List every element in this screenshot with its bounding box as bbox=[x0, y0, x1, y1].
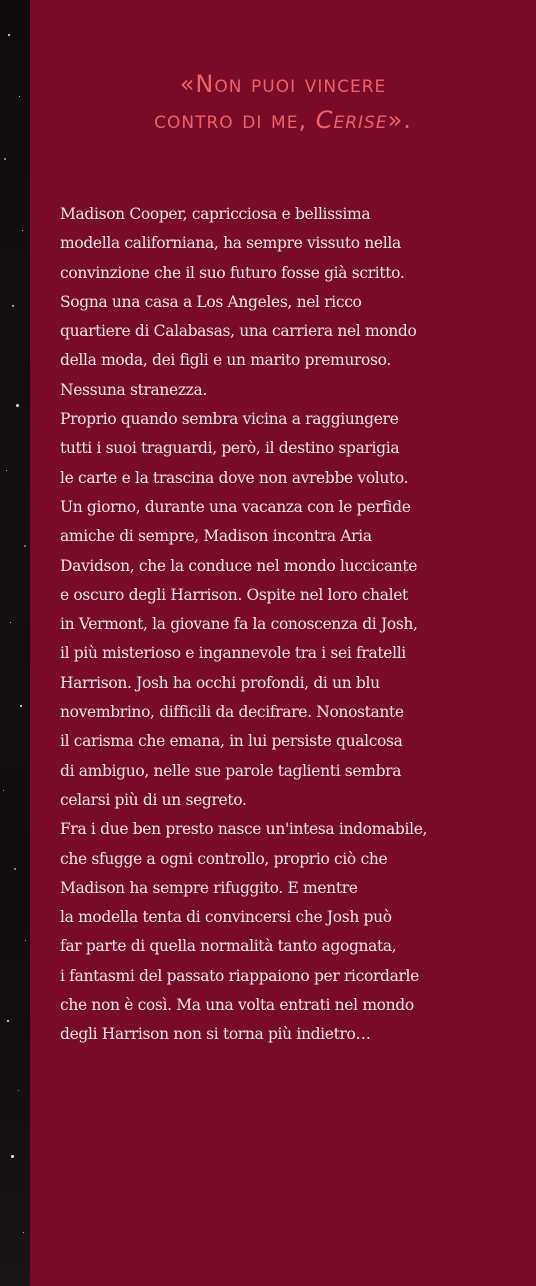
blurb-line: Un giorno, durante una vacanza con le perfide bbox=[60, 497, 411, 516]
star bbox=[6, 470, 7, 471]
blurb-line: novembrino, difficili da decifrare. Nonostante bbox=[60, 703, 404, 722]
blurb-line: i fantasmi del passato riappaiono per ricordarle bbox=[60, 966, 419, 985]
star bbox=[19, 96, 20, 97]
blurb-line: la modella tenta di convincersi che Josh può bbox=[60, 908, 392, 927]
blurb-line: il carisma che emana, in lui persiste qualcosa bbox=[60, 732, 403, 751]
blurb-line: Madison Cooper, capricciosa e bellissima bbox=[60, 205, 371, 223]
blurb-line: Fra i due ben presto nasce un'intesa indomabile, bbox=[60, 820, 428, 839]
blurb-line: e oscuro degli Harrison. Ospite nel loro chalet bbox=[60, 585, 408, 604]
star bbox=[12, 305, 14, 307]
star bbox=[7, 1020, 9, 1022]
star bbox=[24, 545, 26, 547]
blurb-text bbox=[60, 200, 512, 1050]
blurb-line: che non è così. Ma una volta entrati nel mondo bbox=[60, 996, 414, 1015]
blurb-line: Nessuna stranezza. bbox=[60, 380, 207, 399]
starfield-strip bbox=[0, 0, 30, 1286]
blurb-line: celarsi più di un segreto. bbox=[60, 790, 247, 809]
star bbox=[10, 622, 11, 623]
blurb-line: degli Harrison non si torna più indietro… bbox=[60, 1025, 371, 1044]
blurb-line: Madison ha sempre rifuggito. E mentre bbox=[60, 878, 358, 897]
blurb-line: amiche di sempre, Madison incontra Aria bbox=[60, 527, 372, 546]
blurb-line: convinzione che il suo futuro fosse già scritto. bbox=[60, 263, 405, 282]
blurb-line: di ambiguo, nelle sue parole taglienti sembra bbox=[60, 761, 402, 780]
blurb-line: Proprio quando sembra vicina a raggiungere bbox=[60, 410, 399, 429]
star bbox=[18, 1090, 19, 1091]
star bbox=[11, 1155, 14, 1158]
star bbox=[23, 1232, 24, 1233]
tagline-line-2 bbox=[30, 102, 536, 138]
star bbox=[4, 158, 6, 160]
star bbox=[20, 705, 22, 707]
tagline-quote bbox=[30, 66, 536, 138]
star bbox=[25, 940, 26, 941]
blurb-line: Davidson, che la conduce nel mondo luccicante bbox=[60, 556, 418, 575]
blurb-line: far parte di quella normalità tanto agognata, bbox=[60, 937, 397, 956]
tagline-line-1: «Non puoi vincere bbox=[179, 70, 387, 98]
blurb-line: in Vermont, la giovane fa la conoscenza di Josh, bbox=[60, 615, 418, 634]
tagline-name-cerise: Cerise bbox=[315, 106, 388, 134]
blurb-line: le carte e la trascina dove non avrebbe voluto. bbox=[60, 468, 409, 487]
tagline-line-2-text: contro di me, bbox=[154, 106, 316, 134]
blurb-line: tutti i suoi traguardi, però, il destino sparigia bbox=[60, 439, 400, 458]
blurb-line: modella californiana, ha sempre vissuto nella bbox=[60, 234, 401, 253]
blurb-line: Sogna una casa a Los Angeles, nel ricco bbox=[60, 292, 362, 311]
blurb-line: che sfugge a ogni controllo, proprio ciò che bbox=[60, 849, 388, 868]
star bbox=[16, 404, 19, 407]
blurb-line: quartiere di Calabasas, una carriera nel mondo bbox=[60, 322, 417, 341]
star bbox=[22, 230, 23, 231]
star bbox=[3, 790, 4, 791]
tagline-closing-quote: ». bbox=[387, 106, 412, 134]
star bbox=[8, 34, 10, 36]
star bbox=[14, 868, 16, 870]
blurb-line: Harrison. Josh ha occhi profondi, di un blu bbox=[60, 673, 380, 692]
blurb-line: il più misterioso e ingannevole tra i sei fratelli bbox=[60, 644, 406, 663]
blurb-line: della moda, dei figli e un marito premuroso. bbox=[60, 351, 391, 370]
